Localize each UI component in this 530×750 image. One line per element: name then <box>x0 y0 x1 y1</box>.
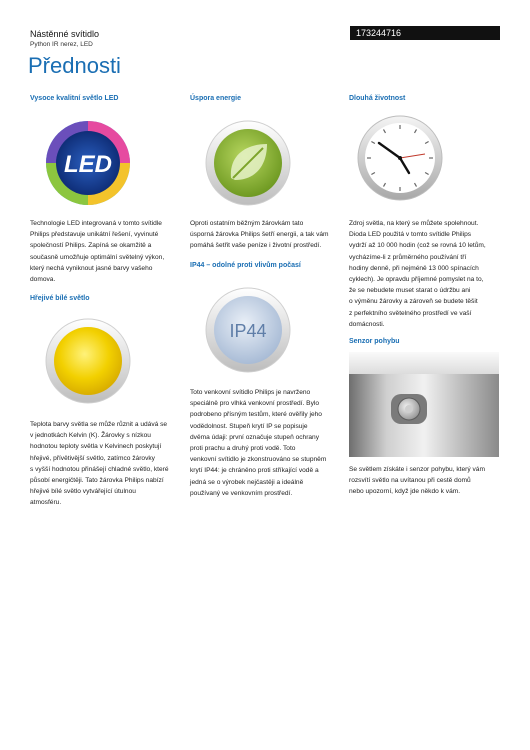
paragraph-line: vydrží až 10 000 hodin (což se rovná 10 letům, <box>349 242 486 250</box>
paragraph-long-life <box>349 218 504 330</box>
paragraph-line: že se nebudete muset starat o údržbu ani <box>349 287 471 295</box>
product-subtitle: Python IR nerez, LED <box>30 41 93 48</box>
paragraph-line: Philips představuje unikátní řešení, vyvinuté <box>30 231 159 239</box>
paragraph-sensor <box>349 464 504 498</box>
paragraph-line: cyklech). Je opravdu příjemné pomyslet na to, <box>349 276 484 284</box>
paragraph-line: v jednotkách Kelvin (K). Žárovky s nízkou <box>30 432 151 440</box>
paragraph-line: podrobeno přísným testům, které ověřily jeho <box>190 411 322 419</box>
paragraph-line: používaný ve venkovním prostředí. <box>190 489 293 497</box>
paragraph-line: působí energičtěji. Tato žárovka Philips nabízí <box>30 477 164 485</box>
paragraph-line: Teplota barvy světla se může různit a udává se <box>30 421 168 428</box>
paragraph-line: vycházíme-li z průměrného používání tří <box>349 253 467 261</box>
clock-icon <box>357 115 443 201</box>
paragraph-line: nebo upozorní, když jde někdo k vám. <box>349 488 461 496</box>
paragraph-line: pomáhá šetřit vaše peníze i životní prostředí. <box>190 242 322 250</box>
paragraph-line: z perfektního světelného prostředí ve vaší <box>349 309 472 317</box>
paragraph-line: hodiny denně, při nejméně 13 000 spínacích <box>349 264 479 272</box>
paragraph-line: vodědolnost. Stupeň krytí IP se popisuje <box>190 422 308 430</box>
paragraph-line: s vyšší hodnotou přinášejí chladné světlo, které <box>30 465 169 473</box>
sensor-photo <box>349 352 499 457</box>
page-title: Přednosti <box>28 53 121 78</box>
product-title: Nástěnné svítidlo <box>30 29 100 39</box>
led-icon-text: LED <box>64 151 112 178</box>
section-heading-energy: Úspora energie <box>190 95 241 102</box>
led-icon <box>45 120 131 206</box>
warm-light-icon <box>45 318 131 404</box>
paragraph-line: domácnosti. <box>349 320 385 328</box>
paragraph-line: hřejivé, přívětivější světlo, zatímco žárovky <box>30 454 155 462</box>
paragraph-warm-white <box>30 419 180 509</box>
paragraph-line: dvěma údaji: první označuje stupeň ochrany <box>190 433 320 441</box>
paragraph-line: speciálně pro vlhká venkovní prostředí. Bylo <box>190 400 320 408</box>
paragraph-line: proti prachu a druhý proti vodě. Toto <box>190 445 296 453</box>
paragraph-line: Toto venkovní svítidlo Philips je navrženo <box>190 389 311 396</box>
paragraph-line: rozsvítí světlo na uvítanou při cestě domů <box>349 477 471 485</box>
paragraph-line: Dioda LED použitá v tomto svítidle Philips <box>349 231 472 239</box>
paragraph-line: Zdroj světla, na který se můžete spolehnout. <box>349 220 479 227</box>
paragraph-line: atmosféru. <box>30 499 62 507</box>
paragraph-energy <box>190 218 350 252</box>
paragraph-line: venkovní svítidlo je zkonstruováno se stupněm <box>190 456 327 464</box>
paragraph-line: společností Philips. Zapíná se okamžitě a <box>30 242 152 250</box>
product-id-bar: 173244716 <box>350 26 500 40</box>
paragraph-line: krytí IP44: je chráněno proti stříkající vodě a <box>190 467 319 475</box>
paragraph-ip44 <box>190 387 350 499</box>
section-heading-warm-white: Hřejivé bílé světlo <box>30 295 90 302</box>
paragraph-line: hodnotou teploty světla v Kelvinech poskytují <box>30 443 162 451</box>
leaf-icon <box>205 120 291 206</box>
paragraph-led <box>30 218 180 285</box>
section-heading-sensor: Senzor pohybu <box>349 338 400 345</box>
paragraph-line: Oproti ostatním běžným žárovkám tato <box>190 220 304 227</box>
paragraph-line: který nechá vyniknout jasné barvy vašeho <box>30 264 153 272</box>
paragraph-line: současně umožňuje optimální světelný výkon, <box>30 253 165 261</box>
paragraph-line: úsporná žárovka Philips šetří energii, a tak vám <box>190 231 329 239</box>
section-heading-led: Vysoce kvalitní světlo LED <box>30 95 119 102</box>
paragraph-line: Se světlem získáte i senzor pohybu, který vám <box>349 466 485 473</box>
paragraph-line: o výměnu žárovky a zároveň se budete těšit <box>349 298 478 306</box>
ip44-icon <box>205 287 291 373</box>
paragraph-line: hřejivé bílé světlo vytvářející útulnou <box>30 488 136 496</box>
paragraph-line: jedná se o výrobek nejčastěji a ideálně <box>190 478 304 486</box>
section-heading-long-life: Dlouhá životnost <box>349 95 406 102</box>
section-heading-ip44: IP44 – odolné proti vlivům počasí <box>190 262 301 269</box>
paragraph-line: domova. <box>30 276 56 284</box>
paragraph-line: Technologie LED integrovaná v tomto svítidle <box>30 220 162 227</box>
ip44-icon-text: IP44 <box>229 321 267 341</box>
